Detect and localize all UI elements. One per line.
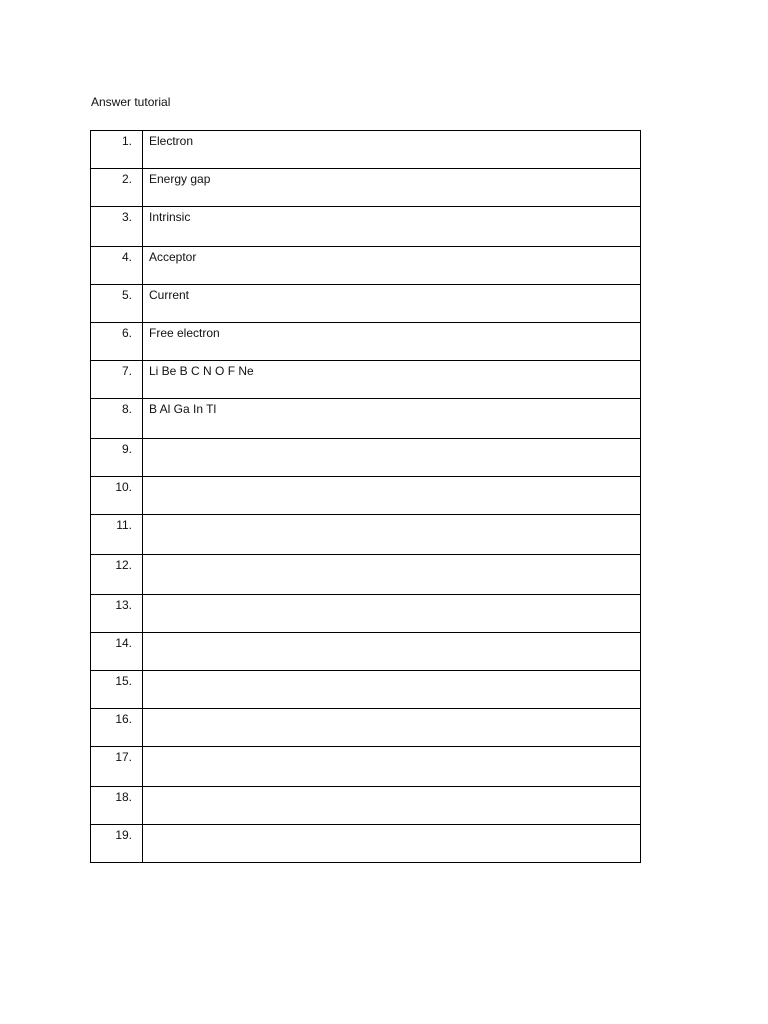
- row-number: 17.: [91, 747, 143, 787]
- table-row: [91, 787, 641, 825]
- answer-cell: Acceptor: [143, 247, 641, 285]
- row-number: 7.: [91, 361, 143, 399]
- table-row: [91, 399, 641, 439]
- row-number: 18.: [91, 787, 143, 825]
- answer-cell: [143, 477, 641, 515]
- answer-cell: [143, 709, 641, 747]
- document-title: Answer tutorial: [91, 95, 171, 109]
- table-row: [91, 207, 641, 247]
- answer-cell: [143, 595, 641, 633]
- answer-cell: Electron: [143, 131, 641, 169]
- row-number: 1.: [91, 131, 143, 169]
- table-row: [91, 361, 641, 399]
- answer-cell: Energy gap: [143, 169, 641, 207]
- table-row: [91, 825, 641, 863]
- table-row: [91, 747, 641, 787]
- answer-cell: [143, 747, 641, 787]
- answer-cell: [143, 825, 641, 863]
- row-number: 2.: [91, 169, 143, 207]
- table-row: [91, 633, 641, 671]
- answer-cell: [143, 633, 641, 671]
- table-row: [91, 477, 641, 515]
- row-number: 12.: [91, 555, 143, 595]
- table-row: [91, 247, 641, 285]
- answer-table: [90, 130, 641, 863]
- answer-cell: [143, 439, 641, 477]
- row-number: 3.: [91, 207, 143, 247]
- answer-cell: Free electron: [143, 323, 641, 361]
- answer-cell: [143, 555, 641, 595]
- table-row: [91, 709, 641, 747]
- answer-cell: B Al Ga In Tl: [143, 399, 641, 439]
- row-number: 16.: [91, 709, 143, 747]
- answer-cell: Current: [143, 285, 641, 323]
- table-row: [91, 285, 641, 323]
- row-number: 11.: [91, 515, 143, 555]
- answer-cell: [143, 515, 641, 555]
- answer-cell: Intrinsic: [143, 207, 641, 247]
- table-row: [91, 555, 641, 595]
- table-row: [91, 131, 641, 169]
- table-row: [91, 439, 641, 477]
- row-number: 6.: [91, 323, 143, 361]
- answer-cell: [143, 787, 641, 825]
- row-number: 15.: [91, 671, 143, 709]
- table-row: [91, 323, 641, 361]
- row-number: 9.: [91, 439, 143, 477]
- row-number: 8.: [91, 399, 143, 439]
- row-number: 14.: [91, 633, 143, 671]
- row-number: 13.: [91, 595, 143, 633]
- row-number: 4.: [91, 247, 143, 285]
- answer-cell: Li Be B C N O F Ne: [143, 361, 641, 399]
- table-row: [91, 595, 641, 633]
- row-number: 5.: [91, 285, 143, 323]
- table-row: [91, 169, 641, 207]
- row-number: 10.: [91, 477, 143, 515]
- table-row: [91, 671, 641, 709]
- answer-cell: [143, 671, 641, 709]
- table-row: [91, 515, 641, 555]
- row-number: 19.: [91, 825, 143, 863]
